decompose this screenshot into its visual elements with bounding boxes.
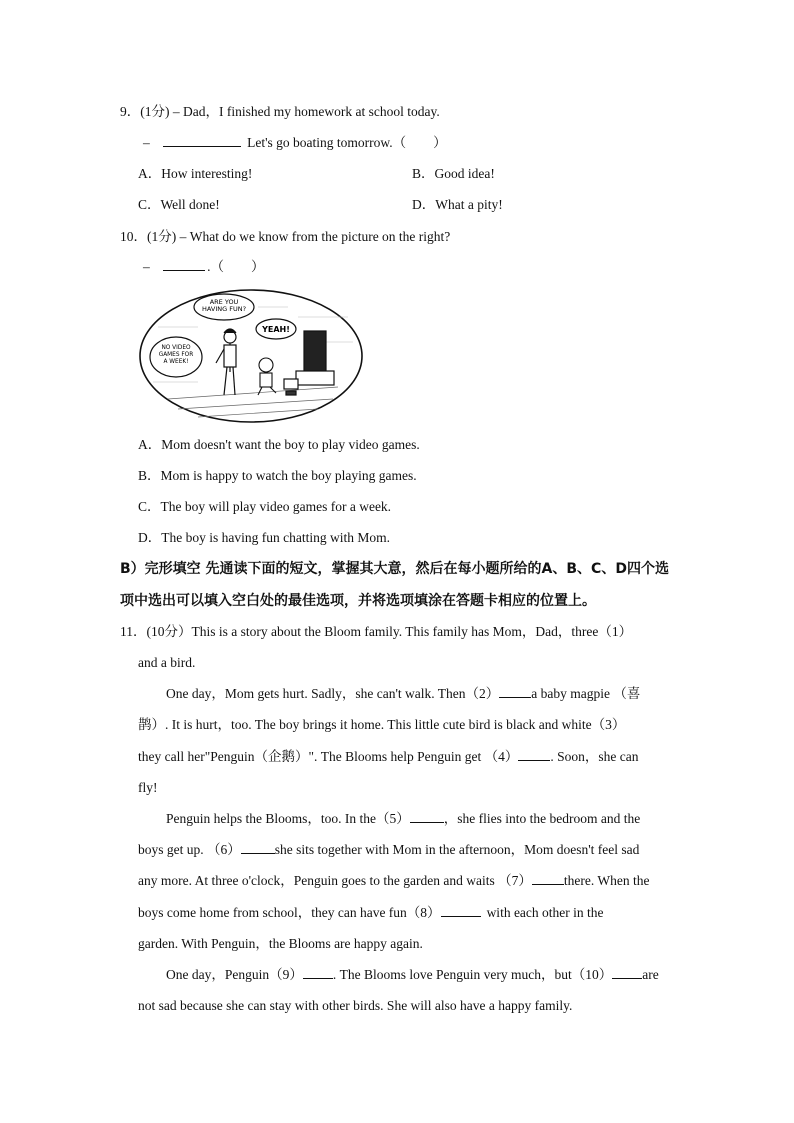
q11-line-7 xyxy=(166,810,640,828)
answer-blank xyxy=(303,966,333,979)
q10-stem: 10．(1分) – What do we know from the picture on the right? xyxy=(120,229,451,244)
dash: – xyxy=(143,259,150,274)
q11-line-2: and a bird. xyxy=(138,655,196,670)
q10-option-a: A．Mom doesn't want the boy to play video games. xyxy=(138,437,420,452)
answer-blank xyxy=(612,966,642,979)
q11-line-9 xyxy=(138,872,649,890)
q11-line-9-a: any more. At three o'clock，Penguin goes to the garden and waits （7） xyxy=(138,873,532,888)
q11-line-12 xyxy=(166,966,659,984)
q10-option-c: C．The boy will play video games for a week. xyxy=(138,499,392,514)
q9-line2 xyxy=(143,134,447,152)
section-b-instruction-1: B）完形填空 先通读下面的短文，掌握其大意，然后在每小题所给的A、B、C、D四个选 xyxy=(120,561,669,577)
q11-line-11: garden. With Penguin，the Blooms are happy again. xyxy=(138,936,423,951)
bubble-2-text: YEAH! xyxy=(262,325,290,334)
bubble-3-text: NO VIDEO GAMES FOR A WEEK! xyxy=(158,345,194,365)
answer-blank xyxy=(163,258,205,271)
q11-line-12-a: One day，Penguin（9） xyxy=(166,967,303,982)
q11-line-10-b: with each other in the xyxy=(486,905,604,920)
q11-line-7-b: ，she flies into the bedroom and the xyxy=(443,811,641,826)
q11-line-8-a: boys get up. （6） xyxy=(138,842,241,857)
answer-blank xyxy=(241,841,275,854)
q11-line-13: not sad because she can stay with other birds. She will also have a happy family. xyxy=(138,998,573,1013)
section-b-instruction-2: 项中选出可以填入空白处的最佳选项，并将选项填涂在答题卡相应的位置上。 xyxy=(120,593,596,609)
q10-option-b: B．Mom is happy to watch the boy playing games. xyxy=(138,468,417,483)
q9-option-a: A．How interesting! xyxy=(138,166,253,181)
q11-line-10-a: boys come home from school，they can have fun（8） xyxy=(138,905,441,920)
answer-blank xyxy=(518,748,550,761)
q11-line-12-c: are xyxy=(642,967,659,982)
answer-blank xyxy=(499,685,531,698)
q11-line-5-b: . Soon，she can xyxy=(550,749,639,764)
q11-line-5-a: they call her"Penguin（企鹅）". The Blooms help Penguin get （4） xyxy=(138,749,519,764)
q9-stem: 9．(1分) – Dad，I finished my homework at school today. xyxy=(120,104,440,119)
q9-option-b: B．Good idea! xyxy=(412,166,495,181)
q11-line-9-b: there. When the xyxy=(563,873,650,888)
q11-line-12-b: . The Blooms love Penguin very much，but（10） xyxy=(332,967,613,982)
q11-line-7-a: Penguin helps the Blooms，too. In the（5） xyxy=(166,811,410,826)
dash: – xyxy=(143,135,150,150)
answer-blank xyxy=(441,904,481,917)
q10-line2 xyxy=(143,258,265,276)
q11-line-1: 11．(10分）This is a story about the Bloom family. This family has Mom，Dad，three（1） xyxy=(120,624,633,639)
q9-line2-text: Let's go boating tomorrow.（ ） xyxy=(247,135,447,150)
q11-line-5 xyxy=(138,748,638,766)
q11-line-3 xyxy=(166,685,640,703)
cartoon-picture xyxy=(138,287,364,425)
q11-line-3-b: a baby magpie （喜 xyxy=(531,686,641,701)
q9-option-c: C．Well done! xyxy=(138,197,220,212)
q9-option-d: D．What a pity! xyxy=(412,197,503,212)
answer-blank xyxy=(163,134,241,147)
answer-blank xyxy=(410,810,444,823)
q11-line-8 xyxy=(138,841,639,859)
q11-line-6: fly! xyxy=(138,780,158,795)
q10-line2-text: .（ ） xyxy=(207,259,265,274)
q11-line-10 xyxy=(138,904,604,922)
q11-line-3-a: One day，Mom gets hurt. Sadly，she can't walk. Then（2） xyxy=(166,686,500,701)
answer-blank xyxy=(532,872,564,885)
q11-line-8-b: she sits together with Mom in the afternoon，Mom doesn't feel sad xyxy=(274,842,640,857)
bubble-1-text: ARE YOU HAVING FUN? xyxy=(201,298,247,313)
q10-option-d: D．The boy is having fun chatting with Mom. xyxy=(138,530,390,545)
q11-line-4: 鹊）. It is hurt，too. The boy brings it home. This little cute bird is black and white（3） xyxy=(138,717,626,732)
